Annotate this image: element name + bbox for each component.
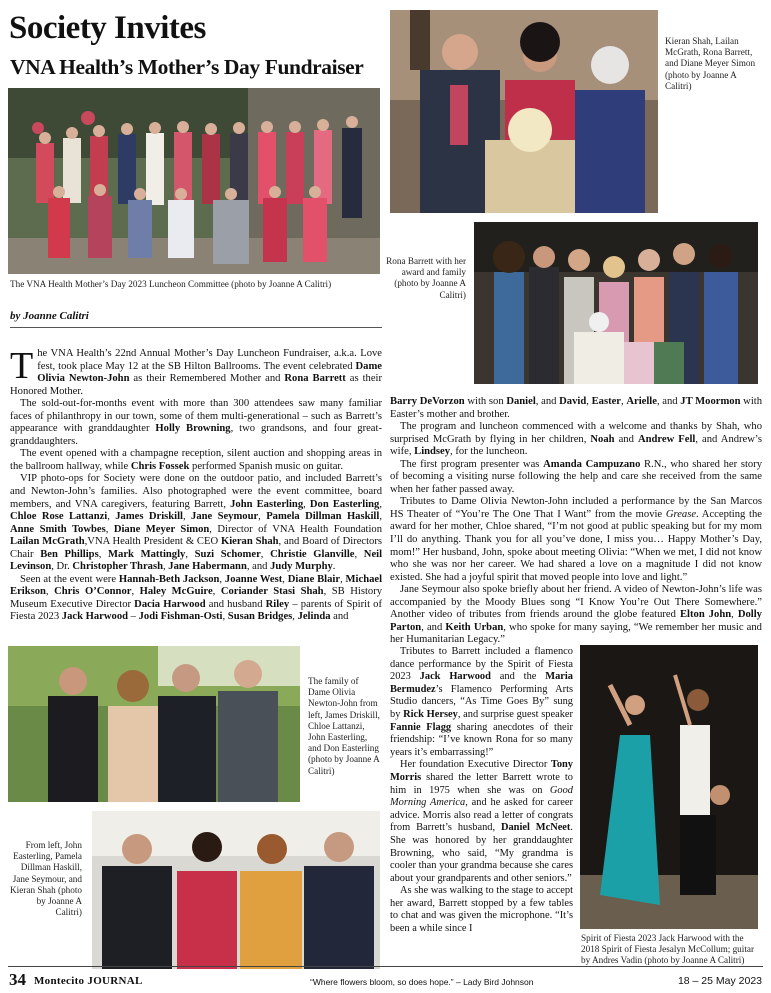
text: Tributes to Dame Olivia Newton-John included a performance by the San Marcos HS Theater of “You’re The One That I Want” from the movie (390, 496, 762, 520)
name: Judy Murphy (270, 561, 333, 573)
text: . Accepting the award for her mother, Chloe shared, “I’m not good at public speaking but for my mom I’ll do anything. Thank you for all you’ve done, I miss you… Happy Mother’s Day, mom!” Her husband, John, spoke about meeting Olivia: “When we met, I did not know who she was nor her career. We had shared a love on a magnitude I did not know existed. She had a joyful spirit that moved people into love and light.” (390, 508, 762, 583)
section-title: Society Invites (9, 10, 206, 46)
text: R.N., who shared her story of becoming a visiting nurse following the help and care she received from the same when her father passed away. (390, 458, 763, 495)
name: Anne Smith Towbes (10, 523, 106, 535)
text: , (621, 396, 627, 407)
text: he VNA Health’s 22nd Annual Mother’s Day Luncheon Fundraiser, a.k.a. Love fest, took place May 12 at the SB Hilton Ballrooms. The event celebrated (37, 348, 382, 372)
name: Christie Glanville (270, 548, 355, 560)
newton-family-caption: The family of Dame Olivia Newton-John from left, James Driskill, Chloe Lattanzi, John Easterling, and Don Easterling (photo by Joanne A Calitri) (308, 676, 380, 776)
text: , and Board of Directors Chair (10, 536, 382, 560)
text: , (162, 561, 169, 573)
name: Chris O’Connor (54, 586, 132, 598)
text: and the (490, 671, 546, 683)
movie-title: Grease (665, 508, 697, 520)
text: , (292, 611, 298, 623)
name: Jack Harwood (61, 611, 129, 623)
byline-rule (10, 327, 382, 328)
byline: by Joanne Calitri (10, 310, 89, 322)
name: Andrew Fell (637, 433, 696, 445)
name: Rona Barrett (284, 373, 346, 385)
footer-quote: “Where flowers bloom, so does hope.” – Lady Bird Johnson (310, 977, 534, 987)
drop-cap: T (10, 345, 34, 387)
name: David (559, 396, 587, 407)
name: Mark Mattingly (108, 548, 186, 560)
flamenco-caption: Spirit of Fiesta 2023 Jack Harwood with the 2018 Spirit of Fiesta Jesalyn McCollum; guitar by Andres Vadin (photo by Joanne A Calitri) (581, 933, 755, 966)
text: and husband (205, 598, 266, 610)
text: , (379, 511, 382, 523)
paragraph-r6 (390, 646, 573, 759)
article-right-block (390, 396, 762, 647)
text: , and (421, 621, 446, 633)
text: , (731, 609, 738, 621)
text: The sold-out-for-months event with more than 300 attendees saw many familiar faces of philanthropy in our town, some of them multi-generational – such as Barrett’s appearance with granddaughter (10, 398, 382, 435)
text: , and (656, 396, 681, 407)
name: Lailan McGrath (10, 536, 85, 548)
text: , and (535, 396, 560, 407)
shah-group-caption: Kieran Shah, Lailan McGrath, Rona Barrett, and Diane Meyer Simon (photo by Joanne A Calitri) (665, 36, 756, 91)
name: Arielle (626, 396, 657, 407)
name: Diane Blair (287, 573, 341, 585)
text: , (45, 586, 55, 598)
name: Christopher Thrash (72, 561, 163, 573)
text: Tributes to Barrett included a flamenco dance performance by the Spirit of Fiesta 2023 (390, 646, 573, 683)
text: , (219, 573, 225, 585)
flamenco-photo (580, 645, 758, 929)
name: Lindsey (414, 446, 451, 458)
headline: VNA Health’s Mother’s Day Fundraiser (10, 55, 364, 79)
name: Jane Seymour (191, 511, 259, 523)
text: , (303, 498, 310, 510)
committee-photo (8, 88, 380, 274)
name: Daniel (506, 396, 536, 407)
name: Hannah-Beth Jackson (118, 573, 220, 585)
name: Tony Morris (390, 759, 573, 783)
text: – parents of Spirit of Fiesta 2023 (10, 598, 383, 623)
name: Jodi Fishman-Osti (138, 611, 223, 623)
article-narrow-block (390, 646, 573, 936)
text: , Director of VNA Health Foundation (209, 523, 383, 535)
name: Easter (591, 396, 621, 407)
text: as their Remembered Mother and (129, 373, 285, 385)
name: Riley (265, 598, 290, 610)
text: Her foundation Executive Director (400, 759, 551, 771)
barrett-family-photo (474, 222, 758, 384)
text: ’s Flamenco Performing Arts Studio dancers, “As Time Goes By” sung by (390, 683, 573, 720)
page-number: 34 (9, 970, 26, 989)
text: . She was honored by her granddaughter Browning, who said, “My grandma is cooler than your grandma because she cares about your grandparents and other seniors.” (390, 822, 573, 884)
text: , (379, 498, 382, 510)
text: , (183, 511, 192, 523)
name: Noah (590, 433, 615, 445)
paragraph-1 (10, 345, 382, 398)
text: , Dr. (51, 561, 73, 573)
name: Dame Olivia Newton-John (37, 360, 382, 385)
text: , (105, 523, 114, 535)
show-title: Good Morning America (390, 784, 573, 809)
text: , who spoke for many saying, “We remember her music and her Humanitarian Legacy.” (390, 621, 762, 646)
text: with Easter’s mother and brother. (390, 396, 763, 420)
text: , (98, 548, 109, 560)
text: , and surprise guest speaker (457, 708, 573, 720)
text: , two grandsons, and four great-granddaughters. (10, 423, 382, 447)
name: Dacia Harwood (134, 598, 206, 610)
name: Diane Meyer Simon (113, 523, 210, 535)
text: , SB History Museum Executive Director (10, 586, 383, 610)
text: , (222, 611, 228, 623)
name: Holly Browning (155, 423, 231, 435)
name: Joanne West (224, 573, 283, 585)
paragraph-r1 (390, 396, 762, 421)
text: sharing anecdotes of their friendship: “I’ve known Rona for so many years it’s embarrassing!” (390, 721, 573, 758)
name: Fannie Flagg (390, 721, 452, 733)
name: Daniel McNeet (500, 822, 571, 834)
text: as their Honored Mother. (10, 373, 382, 397)
text: , (586, 396, 592, 407)
paragraph-r4 (390, 496, 762, 584)
paragraph-r8 (390, 885, 573, 935)
publication-name: Montecito JOURNAL (34, 975, 143, 987)
name: Jack Harwood (419, 671, 491, 683)
name: Chloe Rose Lattanzi (10, 511, 108, 523)
name: Barry DeVorzon (390, 396, 465, 407)
issue-dates: 18 – 25 May 2023 (677, 975, 762, 987)
committee-caption: The VNA Health Mother’s Day 2023 Luncheon Committee (photo by Joanne A Calitri) (10, 279, 332, 289)
text: , for the luncheon. (450, 446, 528, 458)
text: performed Spanish music on guitar. (189, 460, 343, 472)
name: Dolly Parton (390, 609, 762, 633)
paragraph-5 (10, 574, 382, 624)
text: , and he asked for career advice. Morris also read a letter of congrats from Barrett’s husband, (390, 797, 573, 834)
text: As she was walking to the stage to accept her award, Barrett stopped by a few tables to chat and was given the microphone. “It’s been a while since I (390, 885, 573, 935)
text: , (131, 586, 140, 598)
article-left-block (10, 345, 383, 624)
name: Haley McGuire (139, 586, 213, 598)
name: Elton John (679, 609, 732, 621)
text: , (258, 511, 267, 523)
text: The program and luncheon commenced with a welcome and thanks by Shah, who surprised McGrath by flying in her children, (390, 421, 762, 445)
easterling-group-photo (92, 811, 380, 969)
name: Don Easterling (309, 498, 380, 510)
text: Seen at the event were (20, 573, 119, 585)
text: shared the letter Barrett wrote to him in 1975 when she was on (390, 771, 573, 796)
name: Pamela Dillman Haskill (266, 511, 380, 523)
name: Kieran Shah (220, 536, 279, 548)
text: , (354, 548, 364, 560)
text: The first program presenter was (400, 458, 544, 470)
paragraph-3 (10, 448, 382, 473)
name: Ben Phillips (40, 548, 99, 560)
paragraph-2 (10, 398, 382, 448)
text: Jane Seymour also spoke briefly about her friend. A video of Newton-John’s life was accompanied by the Moody Blues song “I Know You’re Out There Somewhere.” Another video of tributes from friends around the globe featured (390, 584, 762, 621)
text: , (282, 573, 288, 585)
footer-rule (8, 966, 763, 967)
newton-family-photo (8, 646, 300, 802)
name: Keith Urban (445, 621, 504, 633)
text: and (330, 611, 349, 623)
name: Suzi Schomer (194, 548, 261, 560)
text: The event opened with a champagne reception, silent auction and shopping areas in the ballroom hallway, while (10, 448, 382, 472)
barrett-family-caption: Rona Barrett with her award and family (photo by Joanne A Calitri) (386, 256, 466, 300)
easterling-group-caption: From left, John Easterling, Pamela Dillman Haskill, Jane Seymour, and Kieran Shah (photo by Joanne A Calitri) (10, 840, 82, 918)
name: Michael Erikson (10, 573, 383, 598)
shah-group-photo (390, 10, 658, 213)
text: , (107, 511, 116, 523)
name: John Easterling (230, 498, 304, 510)
text: ,VNA Health President & CEO (84, 536, 221, 548)
paragraph-4 (10, 473, 382, 573)
paragraph-r5 (390, 584, 762, 647)
name: Rick Hersey (403, 708, 458, 720)
paragraph-r3 (390, 459, 762, 497)
text: , (185, 548, 195, 560)
text: , and (246, 561, 271, 573)
name: Susan Bridges (227, 611, 293, 623)
name: Jelinda (297, 611, 331, 623)
text: with son (464, 396, 507, 407)
name: JT Moormon (680, 396, 741, 407)
name: Neil Levinson (10, 548, 383, 573)
name: Amanda Campuzano (543, 458, 641, 470)
name: Chris Fossek (130, 460, 190, 472)
text: , (340, 573, 346, 585)
name: Maria Bermudez (390, 671, 573, 695)
paragraph-r7 (390, 759, 573, 885)
text: , and Andrew’s wife, (390, 433, 762, 458)
text: – (128, 611, 139, 623)
text: , (212, 586, 221, 598)
name: Jane Habermann (168, 561, 247, 573)
text: , (260, 548, 271, 560)
name: Coriander Stasi Shah (220, 586, 324, 598)
name: James Driskill (115, 511, 183, 523)
paragraph-r2 (390, 421, 762, 459)
text: VIP photo-ops for Society were done on the outdoor patio, and included Barrett’s and Newton-John’s families. Also photographed were the event committee, board members, and VNA caregivers, featuring Barrett, (10, 473, 382, 510)
text: and (614, 433, 638, 445)
text: . (332, 561, 336, 573)
